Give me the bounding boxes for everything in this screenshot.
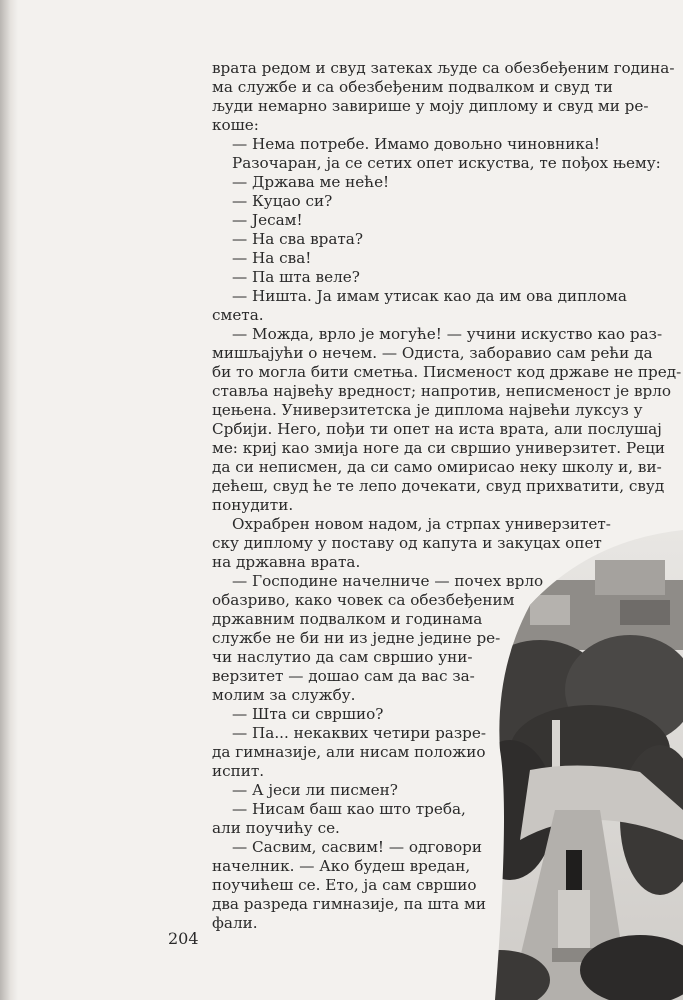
text-line: фали.: [212, 914, 258, 932]
text-line: Србији. Него, пођи ти опет на иста врата, али послушај: [212, 420, 662, 438]
text-line: коше:: [212, 116, 259, 134]
text-line: али поучићу се.: [212, 819, 340, 837]
text-line: би то могла бити сметња. Писменост код државе не пред-: [212, 363, 682, 381]
text-line: ме: криј као змија ноге да си свршио универзитет. Реци: [212, 439, 666, 457]
text-line: — Куцао си?: [232, 192, 333, 210]
text-line: мишљајући о нечем. — Одиста, заборавио сам рећи да: [212, 344, 653, 362]
text-line: ску диплому у поставу од капута и закуцах опет: [212, 534, 602, 552]
text-line: чи наслутио да сам свршио уни-: [212, 648, 473, 666]
text-line: поучићеш се. Ето, ја сам свршио: [212, 876, 477, 894]
text-line: на државна врата.: [212, 553, 361, 571]
text-line: — Шта си свршио?: [232, 705, 384, 723]
text-line: — На сва врата?: [232, 230, 364, 248]
text-line: дећеш, свуд ће те лепо дочекати, свуд прихватити, свуд: [212, 477, 665, 495]
text-line: — А јеси ли писмен?: [232, 781, 398, 799]
text-line: државним подвалком и годинама: [212, 610, 483, 628]
text-line: — На сва!: [232, 249, 312, 267]
text-line: два разреда гимназије, па шта ми: [212, 895, 486, 913]
text-line: — Па... некаквих четири разре-: [232, 724, 486, 742]
text-line: — Сасвим, сасвим! — одговори: [232, 838, 482, 856]
text-line: верзитет — дошао сам да вас за-: [212, 667, 475, 685]
text-line: људи немарно завирише у моју диплому и свуд ми ре-: [212, 97, 649, 115]
text-line: смета.: [212, 306, 264, 324]
text-line: — Нема потребе. Имамо довољно чиновника!: [232, 135, 600, 153]
text-line: молим за службу.: [212, 686, 356, 704]
text-line: службе не би ни из једне једине ре-: [212, 629, 501, 647]
text-line: да си неписмен, да си само омирисао неку школу и, ви-: [212, 458, 662, 476]
text-line: обазриво, како човек са обезбеђеним: [212, 591, 515, 609]
text-line: врата редом и свуд затеках људе са обезбеђеним година-: [212, 59, 675, 77]
text-line: — Јесам!: [232, 211, 303, 229]
text-line: да гимназије, али нисам положио: [212, 743, 486, 761]
text-line: — Можда, врло је могуће! — учини искуство као раз-: [232, 325, 663, 343]
text-line: ма службе и са обезбеђеним подвалком и свуд ти: [212, 78, 613, 96]
text-line: — Господине начелниче — почех врло: [232, 572, 544, 590]
text-line: — Па шта веле?: [232, 268, 360, 286]
text-line: испит.: [212, 762, 265, 780]
text-line: — Држава ме неће!: [232, 173, 390, 191]
text-line: Охрабрен новом надом, ја стрпах универзитет-: [232, 515, 611, 533]
text-line: Разочаран, ја се сетих опет искуства, те пођох њему:: [232, 154, 661, 172]
text-line: ставља највећу вредност; напротив, неписменост је врло: [212, 382, 672, 400]
text-line: цењена. Универзитетска је диплома највећи луксуз у: [212, 401, 643, 419]
text-line: начелник. — Ако будеш вредан,: [212, 857, 471, 875]
text-line: понудити.: [212, 496, 294, 514]
page-number: 204: [168, 929, 199, 948]
text-line: — Ништа. Ја имам утисак као да им ова диплома: [232, 287, 627, 305]
text-line: — Нисам баш као што треба,: [232, 800, 466, 818]
